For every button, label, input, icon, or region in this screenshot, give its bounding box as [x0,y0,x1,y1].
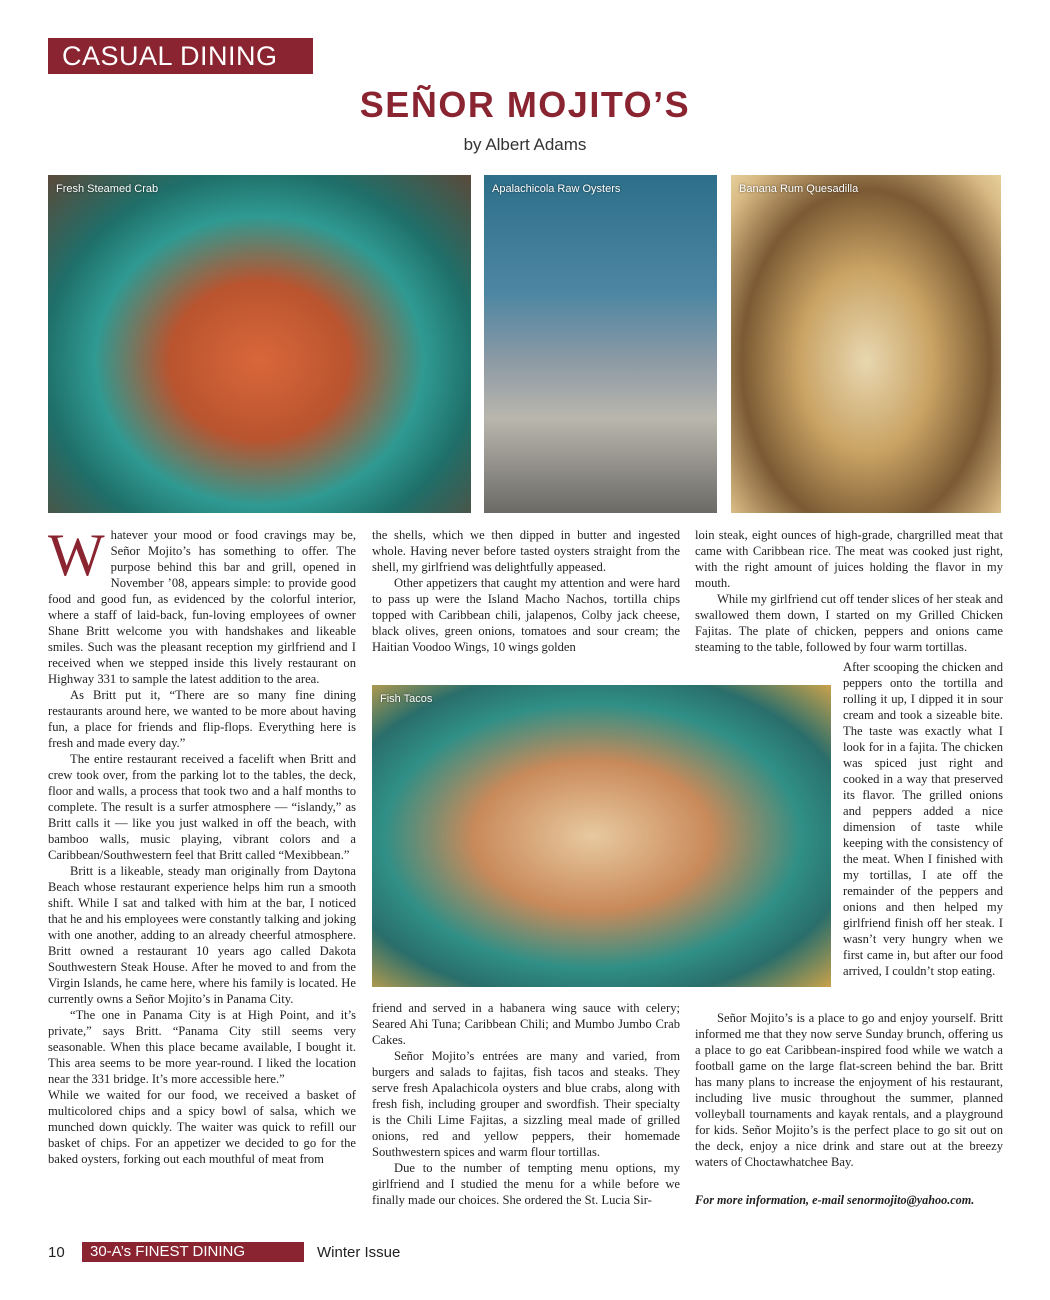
column-3-narrow [843,659,1003,979]
article-title: SEÑOR MOJITO’S [359,84,691,125]
paragraph: Señor Mojito’s entrées are many and varied, from burgers and salads to fajitas, fish tacos and steaks. They serve fresh Apalachicola oysters and blue crabs, along with fresh fish, including grouper and swordfish. Their specialty is the Chili Lime Fajitas, a sizzling meal made of grilled onions, red and yellow peppers, their homemade Southwestern spices and warm flour tortillas. [372,1049,680,1159]
photo-caption: Banana Rum Quesadilla [739,183,859,195]
paragraph: Due to the number of tempting menu options, my girlfriend and I studied the menu for a while before we finally made our choices. She ordered the St. Lucia Sir- [372,1161,680,1207]
photo-quesadilla [731,175,1001,513]
byline: by Albert Adams [463,135,587,154]
paragraph: the shells, which we then dipped in butter and ingested whole. Having never before tasted oysters straight from the shell, my girlfriend was delightfully appeased. [372,528,680,574]
photo-caption: Apalachicola Raw Oysters [492,183,621,195]
column-2-top [372,527,680,655]
publication-name: 30-A’s FINEST DINING [82,1242,304,1262]
photo-raw-oysters [484,175,717,513]
contact-note: For more information, e-mail senormojito@yahoo.com. [695,1193,975,1207]
paragraph [48,522,356,687]
column-3-top [695,527,1003,655]
drop-cap: W [48,522,105,588]
photo-caption: Fresh Steamed Crab [56,183,159,195]
paragraph: loin steak, eight ounces of high-grade, chargrilled meat that came with Caribbean rice. The meat was cooked just right, with the right amount of juices holding the flavor in my mouth. [695,528,1003,590]
paragraph: As Britt put it, “There are so many fine dining restaurants around here, we wanted to be more about having fun, a place for friends and flip-flops. Everything here is fresh and made every day.” [48,688,356,750]
issue-label: Winter Issue [317,1244,401,1261]
paragraph: While my girlfriend cut off tender slices of her steak and swallowed them down, I started on my Grilled Chicken Fajitas. The plate of chicken, peppers and onions came steaming to the table, followed by four warm tortillas. [695,592,1003,654]
column-1 [48,522,356,1167]
page-number: 10 [48,1244,65,1261]
paragraph-text: hatever your mood or food cravings may be, Señor Mojito’s has something to offer. The purpose behind this bar and grill, opened in November ’08, appears simple: to provide good food and good fun, as evidenced by the colorful interior, where a staff of laid-back, fun-loving employees of owner Shane Britt welcome you with handshakes and likeable smiles. Such was the pleasant reception my girlfriend and I received when we stepped inside this lively restaurant on Highway 331 to sample the latest addition to the area. [48,528,356,686]
paragraph: Britt is a likeable, steady man originally from Daytona Beach whose restaurant experience helps him run a smooth shift. While I sat and talked with him at the bar, I noticed that he and his employees were constantly talking and joking with one another, adding to an already cheerful atmosphere. Britt owned a restaurant 10 years ago called Dakota Southwestern Steak House. After he moved to and from the Virgin Islands, he came here, where his family is located. He currently owns a Señor Mojito’s in Panama City. [48,864,356,1006]
paragraph: friend and served in a habanera wing sauce with celery; Seared Ahi Tuna; Caribbean Chili; and Mumbo Jumbo Crab Cakes. [372,1001,680,1047]
photo-steamed-crab [48,175,471,513]
paragraph: The entire restaurant received a facelift when Britt and crew took over, from the parking lot to the tables, the deck, floor and walls, a process that took two and a half months to complete. The result is a surfer atmosphere — “islandy,” as Britt calls it — like you just walked in off the beach, with bamboo walls, music playing, vibrant colors and a Caribbean/Southwestern feel that Britt called “Mexibbean.” [48,752,356,862]
column-3-bottom [695,1010,1003,1170]
section-tag: CASUAL DINING [48,38,313,74]
paragraph: After scooping the chicken and peppers onto the tortilla and rolling it up, I dipped it in sour cream and took a sizeable bite. The taste was exactly what I look for in a fajita. The chicken was spiced just right and cooked in a way that preserved its flavor. The grilled onions and peppers added a nice dimension of taste while keeping with the consistency of the meat. When I finished with my tortillas, I ate off the remainder of the peppers and onions and then helped my girlfriend finish off her steak. I wasn’t very hungry when we first came in, but after our food arrived, I couldn’t stop eating. [843,660,1003,978]
paragraph: Other appetizers that caught my attention and were hard to pass up were the Island Macho Nachos, tortilla chips topped with Caribbean chili, jalapenos, Colby jack cheese, black olives, green onions, tomatoes and sour cream; the Haitian Voodoo Wings, 10 wings golden [372,576,680,654]
paragraph: While we waited for our food, we received a basket of multicolored chips and a spicy bowl of salsa, which we munched down quickly. The waiter was quick to refill our basket of chips. For an appetizer we decided to go for the baked oysters, forking out each mouthful of meat from [48,1088,356,1166]
photo-fish-tacos [372,685,831,987]
paragraph: “The one in Panama City is at High Point, and it’s private,” says Britt. “Panama City still seems very seasonable. When this place became available, I bought it. This area seems to be more year-round. I liked the location near the 331 bridge. It’s more accessible here.” [48,1008,356,1086]
paragraph: Señor Mojito’s is a place to go and enjoy yourself. Britt informed me that they now serve Sunday brunch, offering us a place to go eat Caribbean-inspired food while we watch a football game on the large flat-screen behind the bar. Britt has many plans to increase the enjoyment of his restaurant, including live music throughout the summer, planned volleyball tournaments and kayak rentals, and a playground for kids. Señor Mojito’s is the perfect place to go sit out on the deck, enjoy a nice drink and stare out at the breezy waters of Choctawhatchee Bay. [695,1011,1003,1169]
photo-caption: Fish Tacos [380,693,433,705]
column-2-bottom [372,1000,680,1208]
